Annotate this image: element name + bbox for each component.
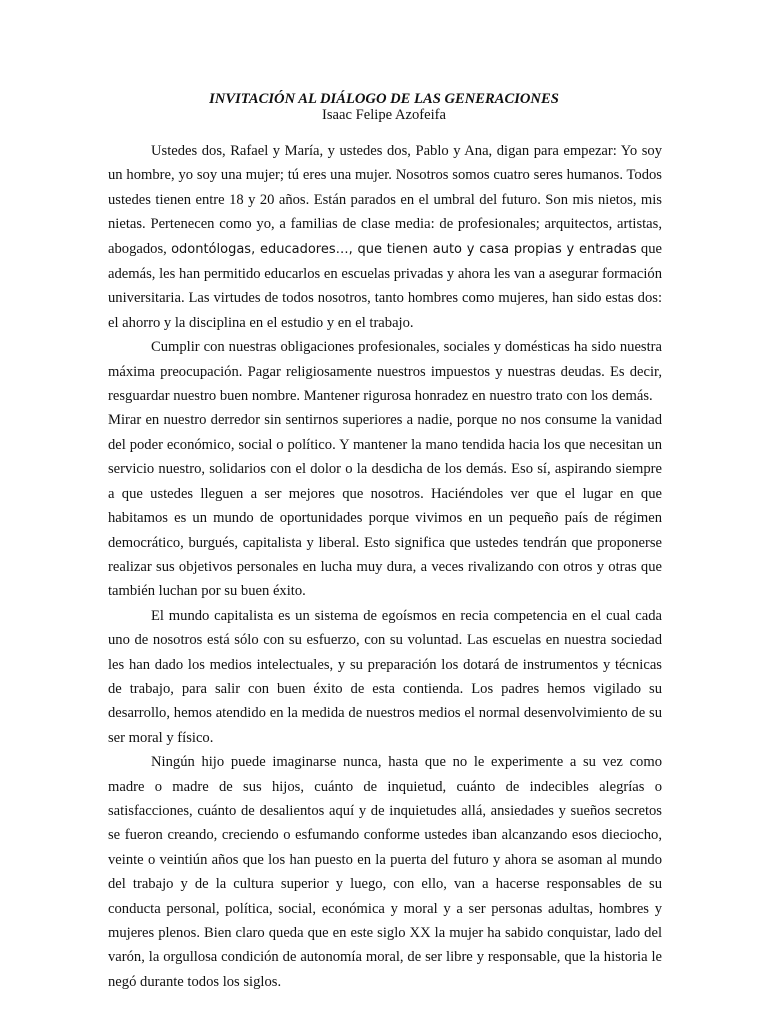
paragraph-1-text-a: Ustedes dos, Rafael y María, y ustedes dos, Pablo y Ana, digan para empezar: Yo soy un hombre, yo soy una mujer; tú eres una mujer. Nosotros somos cuatro seres humanos. Todos ustedes tienen entre 18 y 20 años. Están parados en el umbral del futuro. Son mis nietos, mis nietas. Pertenecen como yo, a familias de clase media: de profesionales; arquitectos, artistas, abogados,	[108, 143, 662, 257]
paragraph-2: Cumplir con nuestras obligaciones profesionales, sociales y domésticas ha sido nuestra máxima preocupación. Pagar religiosamente nuestros impuestos y nuestras deudas. Es decir, resguardar nuestro buen nombre. Mantener rigurosa honradez en nuestro trato con los demás.	[108, 339, 662, 405]
document-body	[108, 139, 662, 994]
paragraph-5: Ningún hijo puede imaginarse nunca, hasta que no le experimente a su vez como madre o madre de sus hijos, cuánto de inquietud, cuánto de indecibles alegrías o satisfacciones, cuánto de desalientos aquí y de inquietudes allá, ansiedades y sueños secretos se fueron creando, creciendo o esfumando conforme ustedes iban alcanzando esos dieciocho, veinte o veintiún años que los han puesto en la puerta del futuro y ahora se asoman al mundo del trabajo y de la cultura superior y luego, con ello, van a hacerse responsables de su conducta personal, política, social, económica y moral y a ser personas adultas, hombres y mujeres plenos. Bien claro queda que en este siglo XX la mujer ha sabido conquistar, lado del varón, la orgullosa condición de autonomía moral, de ser libre y responsable, que la historia le negó durante todos los siglos.	[108, 754, 662, 990]
paragraph-3: Mirar en nuestro derredor sin sentirnos superiores a nadie, porque no nos consume la vanidad del poder económico, social o político. Y mantener la mano tendida hacia los que necesitan un servicio nuestro, solidarios con el dolor o la desdicha de los demás. Eso sí, aspirando siempre a que ustedes lleguen a ser mejores que nosotros. Haciéndoles ver que el lugar en que habitamos es un mundo de oportunidades porque vivimos en un pequeño país de régimen democrático, burgués, capitalista y liberal. Esto significa que ustedes tendrán que proponerse realizar sus objetivos personales en lucha muy dura, a veces rivalizando con otros y otras que también luchan por su buen éxito.	[108, 412, 662, 600]
document-author: Isaac Felipe Azofeifa	[322, 107, 446, 123]
paragraph-1-text-b: que además, les han permitido educarlos en escuelas privadas y ahora les van a asegurar formación universitaria. Las virtudes de todos nosotros, tanto hombres como mujeres, han sido estas dos: el ahorro y la disciplina en el estudio y en el trabajo.	[108, 240, 662, 331]
paragraph-1	[108, 139, 662, 335]
document-title: INVITACIÓN AL DIÁLOGO DE LAS GENERACIONES	[209, 91, 559, 107]
paragraph-4: El mundo capitalista es un sistema de egoísmos en recia competencia en el cual cada uno de nosotros está sólo con su esfuerzo, con su voluntad. Las escuelas en nuestra sociedad les han dado los medios intelectuales, y su preparación los dotará de instrumentos y técnicas de trabajo, para salir con buen éxito de esta contienda. Los padres hemos vigilado su desarrollo, hemos atendido en la medida de nuestros medios el normal desenvolvimiento de su ser moral y físico.	[108, 607, 662, 746]
paragraph-1-text-sans: odontólogas, educadores…, que tienen auto y casa propias y entradas	[171, 241, 637, 257]
